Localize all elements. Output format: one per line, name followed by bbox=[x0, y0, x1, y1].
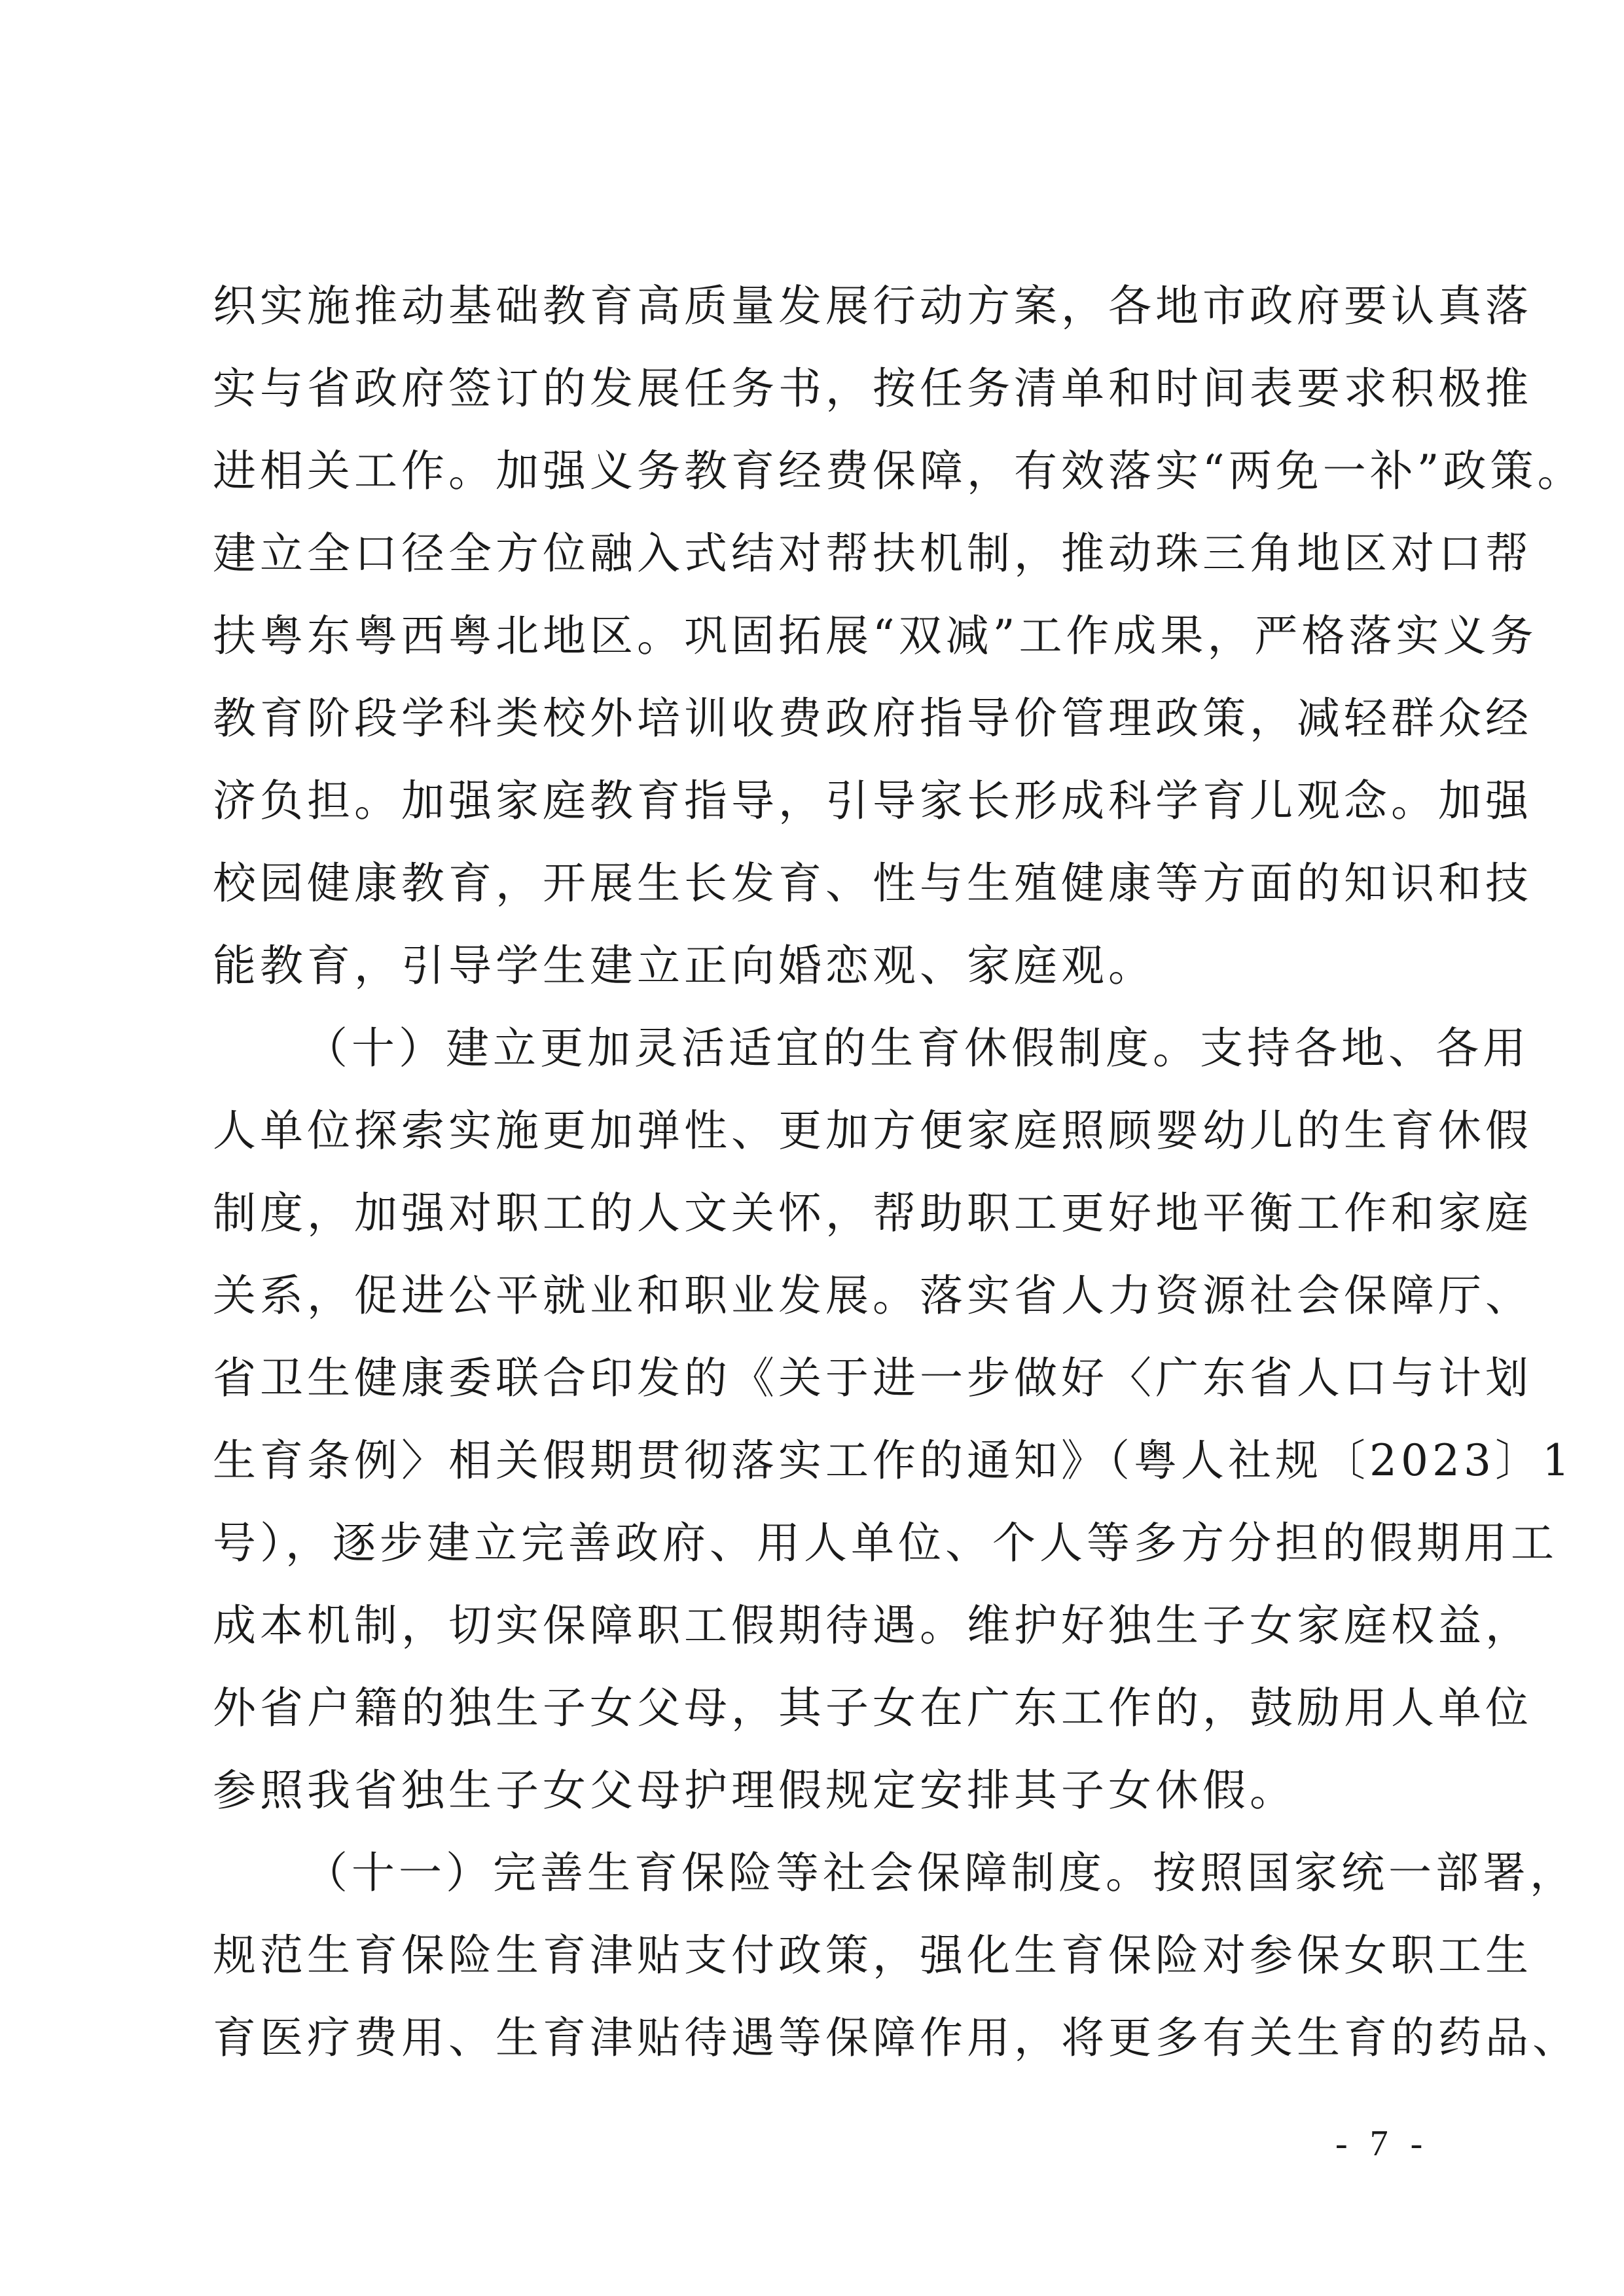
paragraph-1-line-1: 织实施推动基础教育高质量发展行动方案，各地市政府要认真落 bbox=[213, 281, 1532, 331]
paragraph-1-line-4: 建立全口径全方位融入式结对帮扶机制，推动珠三角地区对口帮 bbox=[213, 528, 1532, 579]
paragraph-1-line-7: 济负担。加强家庭教育指导，引导家长形成科学育儿观念。加强 bbox=[213, 776, 1532, 826]
paragraph-2-line-9: 外省户籍的独生子女父母，其子女在广东工作的，鼓励用人单位 bbox=[213, 1683, 1532, 1733]
body-text bbox=[213, 265, 1585, 2079]
paragraph-2-line-3: 制度，加强对职工的人文关怀，帮助职工更好地平衡工作和家庭 bbox=[213, 1188, 1532, 1238]
paragraph-2-line-10: 参照我省独生子女父母护理假规定安排其子女休假。 bbox=[213, 1765, 1297, 1816]
paragraph-2-line-1: （十）建立更加灵活适宜的生育休假制度。支持各地、各用 bbox=[304, 1023, 1530, 1073]
page-number: - 7 - bbox=[1335, 2123, 1430, 2164]
paragraph-2-line-7: 号），逐步建立完善政府、用人单位、个人等多方分担的假期用工 bbox=[213, 1518, 1558, 1568]
paragraph-2-line-6: 生育条例〉相关假期贯彻落实工作的通知》（粤人社规〔2023〕1 bbox=[213, 1435, 1574, 1486]
paragraph-2-line-8: 成本机制，切实保障职工假期待遇。维护好独生子女家庭权益， bbox=[213, 1600, 1532, 1651]
paragraph-3-line-3: 育医疗费用、生育津贴待遇等保障作用，将更多有关生育的药品、 bbox=[213, 2013, 1579, 2063]
paragraph-3-line-2: 规范生育保险生育津贴支付政策，强化生育保险对参保女职工生 bbox=[213, 1930, 1532, 1981]
paragraph-1-line-3: 进相关工作。加强义务教育经费保障，有效落实“两免一补”政策。 bbox=[213, 446, 1585, 496]
paragraph-1-line-9: 能教育，引导学生建立正向婚恋观、家庭观。 bbox=[213, 941, 1155, 991]
paragraph-2-line-4: 关系，促进公平就业和职业发展。落实省人力资源社会保障厅、 bbox=[213, 1270, 1532, 1321]
paragraph-1-line-2: 实与省政府签订的发展任务书，按任务清单和时间表要求积极推 bbox=[213, 363, 1532, 414]
paragraph-2-line-2: 人单位探索实施更加弹性、更加方便家庭照顾婴幼儿的生育休假 bbox=[213, 1105, 1532, 1156]
paragraph-3-line-1: （十一）完善生育保险等社会保障制度。按照国家统一部署， bbox=[304, 1848, 1577, 1898]
paragraph-1-line-6: 教育阶段学科类校外培训收费政府指导价管理政策，减轻群众经 bbox=[213, 693, 1532, 744]
paragraph-1-line-8: 校园健康教育，开展生长发育、性与生殖健康等方面的知识和技 bbox=[213, 858, 1532, 908]
paragraph-2-line-5: 省卫生健康委联合印发的《关于进一步做好〈广东省人口与计划 bbox=[213, 1353, 1532, 1403]
paragraph-1-line-5: 扶粤东粤西粤北地区。巩固拓展“双减”工作成果，严格落实义务 bbox=[213, 611, 1538, 661]
